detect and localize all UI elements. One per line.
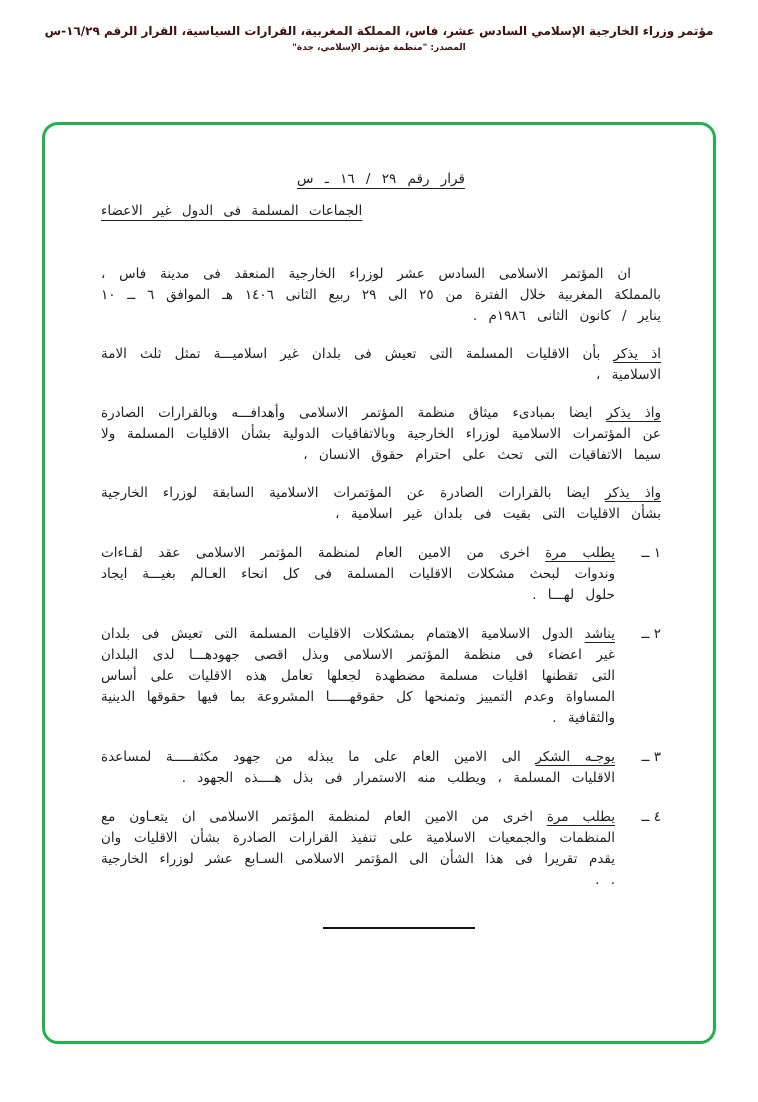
page xyxy=(0,24,758,888)
item-text: اخرى من الامين العام لمنظمة المؤتمر الاسلامى ان يتعـاون مع المنظمات والجمعيات الاسلامية على تنفيذ القرارات الصادرة بشأن الاقليات وان يقدم تقريرا فى هذا الشأن الى المؤتمر الاسلامى السـابع عشر لوزراء الخارجية . . xyxy=(101,809,615,888)
paragraph-text: ايضا بالقرارات الصادرة عن المؤتمرات الاسلامية السابقة لوزراء الخارجية بشأن الاقليات التى بقيت فى بلدان غير اسلامية ، xyxy=(101,485,661,522)
scan-frame-border xyxy=(42,122,716,1044)
resolution-item xyxy=(101,624,661,729)
closing-rule xyxy=(323,927,475,929)
paragraph-text: ان المؤتمر الاسلامى السادس عشر لوزراء الخارجية المنعقد فى مدينة فاس ، بالمملكة المغربية خلال الفترة من ٢٥ الى ٢٩ ربيع الثانى ١٤٠٦ هـ الموافق ٦ ــ ١٠ يناير / كانون الثانى ١٩٨٦م . xyxy=(101,266,661,324)
resolution-item xyxy=(101,807,661,891)
item-number: ٤ ــ xyxy=(641,809,661,825)
paragraph-lead: واذ يذكر xyxy=(606,405,661,421)
page-header-source: المصدر: "منظمة مؤتمر الإسلامي، جدة" xyxy=(292,43,466,53)
paragraph-lead: اذ يذكر xyxy=(613,346,661,362)
page-header-citation: مؤتمر وزراء الخارجية الإسلامي السادس عشر، فاس، المملكة المغربية، القرارات السياسية، القرار الرقم ١٦/٢٩-س xyxy=(44,24,714,38)
item-lead: يوجـه الشكر xyxy=(535,749,616,765)
item-number: ٢ ــ xyxy=(641,626,661,642)
resolution-number-title: قرار رقم ٢٩ / ١٦ ـ س xyxy=(297,171,465,187)
item-lead: يطلب مرة xyxy=(546,809,616,825)
paragraph-lead: واذ يذكر xyxy=(604,485,662,501)
resolution-item xyxy=(101,543,661,606)
item-body xyxy=(101,624,615,729)
item-number: ٣ ــ xyxy=(641,749,661,765)
item-lead: يطلب مرة xyxy=(545,545,615,561)
preamble-paragraph xyxy=(101,483,661,525)
preamble-paragraph xyxy=(101,403,661,466)
item-body xyxy=(101,807,615,891)
item-text: الدول الاسلامية الاهتمام بمشكلات الاقليات المسلمة التى تعيش فى بلدان غير اعضاء فى منظمة المؤتمر الاسلامى وبذل اقصى جهودهـــا لدى البلدان التى تقطنها اقليات مسلمة مضطهدة لجعلها تعامل هذه الاقليات على أساس المساواة وعدم التمييز وتمنحها كل حقوقهـــــا المشروعة بما فيها حقوقها الدينية والثقافية . xyxy=(101,626,615,726)
preamble-paragraph xyxy=(101,344,661,386)
item-number: ١ ــ xyxy=(641,545,661,561)
resolution-document xyxy=(101,169,661,1021)
item-text: الى الامين العام على ما يبذله من جهود مكثفـــــة لمساعدة الاقليات المسلمة ، ويطلب منه الاستمرار فى بذل هــــذه الجهود . xyxy=(101,749,615,786)
resolution-subject-title: الجماعات المسلمة فى الدول غير الاعضاء xyxy=(101,203,363,219)
item-lead: يناشد xyxy=(584,626,615,642)
item-body xyxy=(101,747,615,789)
resolution-item xyxy=(101,747,661,789)
item-body xyxy=(101,543,615,606)
paragraph-text: بأن الاقليات المسلمة التى تعيش فى بلدان غير اسلاميـــة تمثل ثلث الامة الاسلامية ، xyxy=(101,346,661,383)
preamble-paragraph xyxy=(101,264,661,327)
paragraph-text: ايضا بمبادىء ميثاق منظمة المؤتمر الاسلامى وأهدافـــه وبالقرارات الصادرة عن المؤتمرات الاسلامية لوزراء الخارجية وبالاتفاقيات الدولية بشأن الاقليات المسلمة ولا سيما الاتفاقيات التى تحث على احترام حقوق الانسان ، xyxy=(101,405,661,463)
item-text: اخرى من الامين العام لمنظمة المؤتمر الاسلامى عقد لقـاءات وندوات لبحث مشكلات الاقليات المسلمة فى كل انحاء العـالم بغيـــة ايجاد حلول لهـــا . xyxy=(101,545,615,603)
